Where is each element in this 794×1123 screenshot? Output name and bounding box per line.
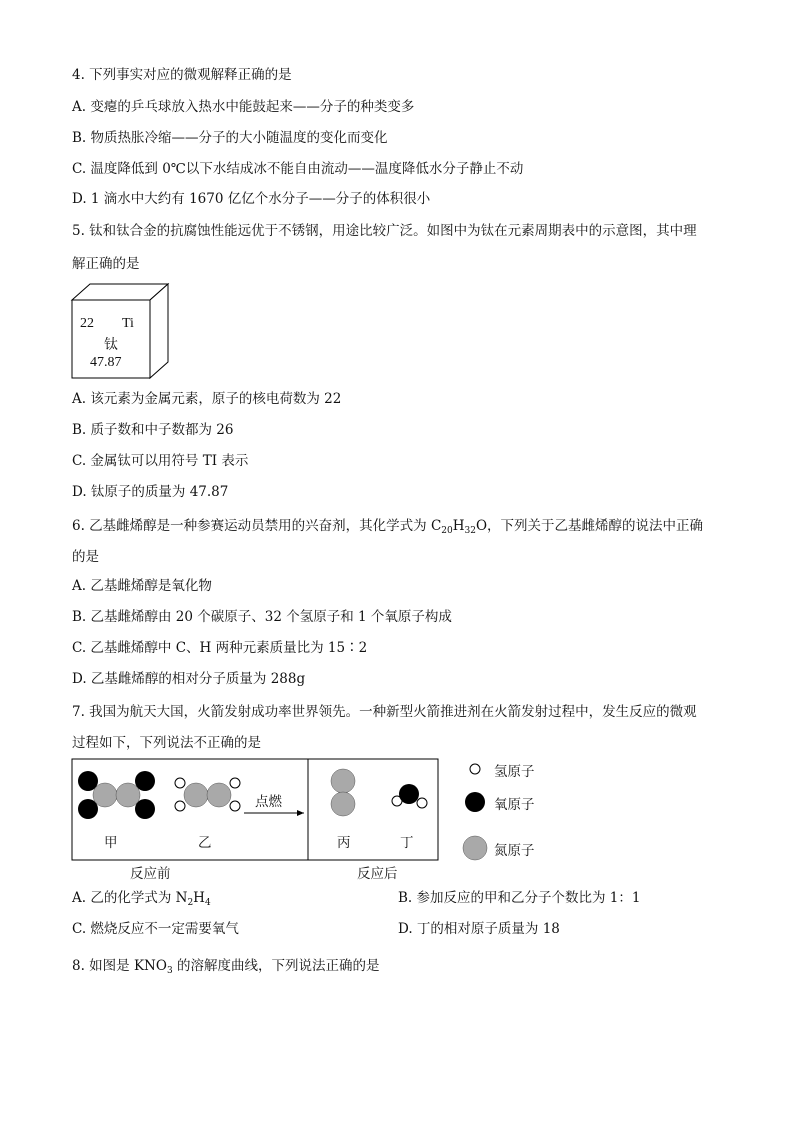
q6-option-d: D. 乙基雌烯醇的相对分子质量为 288g	[72, 671, 306, 687]
q4-option-d: D. 1 滴水中大约有 1670 亿亿个水分子——分子的体积很小	[72, 191, 431, 207]
q6-option-c: C. 乙基雌烯醇中 C、H 两种元素质量比为 15∶2	[72, 640, 368, 656]
jia-gray-atom	[93, 783, 117, 807]
q7-option-c: C. 燃烧反应不一定需要氧气	[72, 921, 239, 937]
q4-option-b: B. 物质热胀冷缩——分子的大小随温度的变化而变化	[72, 130, 388, 146]
ding-black-atom	[399, 784, 419, 804]
q4-option-c: C. 温度降低到 0℃以下水结成冰不能自由流动——温度降低水分子静止不动	[72, 161, 524, 177]
q7-option-a-pre: A. 乙的化学式为 N	[72, 890, 188, 906]
q7-option-a	[72, 889, 211, 907]
q7-option-a-sub-n: 2	[187, 898, 194, 908]
q5-option-c: C. 金属钛可以用符号 TI 表示	[72, 453, 249, 469]
q6-option-b: B. 乙基雌烯醇由 20 个碳原子、32 个氢原子和 1 个氧原子构成	[72, 609, 452, 625]
q8-stem-post: 的溶解度曲线，下列说法正确的是	[172, 958, 380, 974]
q7-option-b: B. 参加反应的甲和乙分子个数比为 1：1	[398, 890, 641, 906]
element-symbol: Ti	[122, 316, 134, 331]
q8-sub: 3	[166, 966, 173, 976]
yi-white-atom	[230, 801, 240, 811]
q5-stem-line2: 解正确的是	[72, 256, 140, 272]
q8-stem	[72, 957, 379, 975]
box-after	[308, 759, 438, 860]
q7-stem-line2: 过程如下，下列说法不正确的是	[72, 735, 261, 751]
q8-stem-pre: 8. 如图是 KNO	[72, 958, 167, 974]
q6-stem-line2: 的是	[72, 549, 99, 565]
arrow-label: 点燃	[255, 794, 282, 810]
q7-option-a-sub-h: 4	[204, 898, 211, 908]
jia-gray-atom	[116, 783, 140, 807]
yi-gray-atom	[207, 783, 231, 807]
legend-hydrogen-atom	[470, 764, 480, 774]
caption-before: 反应前	[130, 866, 171, 882]
q6-sub-c: 20	[441, 526, 453, 536]
label-ding: 丁	[400, 835, 414, 851]
reaction-diagram	[70, 756, 550, 862]
element-mass: 47.87	[90, 355, 122, 370]
label-yi: 乙	[198, 835, 212, 851]
yi-white-atom	[175, 778, 185, 788]
legend-oxygen-atom	[465, 792, 485, 812]
q7-stem-line1: 7. 我国为航天大国，火箭发射成功率世界领先。一种新型火箭推进剂在火箭发射过程中，发生反应的微观	[72, 704, 697, 720]
q5-option-a: A. 该元素为金属元素，原子的核电荷数为 22	[72, 391, 342, 407]
q7-option-d: D. 丁的相对原子质量为 18	[398, 921, 560, 937]
yi-white-atom	[175, 801, 185, 811]
q4-option-a: A. 变瘪的乒乓球放入热水中能鼓起来——分子的种类变多	[72, 99, 415, 115]
ding-white-atom	[417, 798, 427, 808]
q6-stem-pre: 6. 乙基雌烯醇是一种参赛运动员禁用的兴奋剂，其化学式为 C	[72, 518, 442, 534]
bing-gray-atom	[331, 792, 355, 816]
bing-gray-atom	[331, 769, 355, 793]
q5-option-d: D. 钛原子的质量为 47.87	[72, 484, 229, 500]
label-bing: 丙	[337, 835, 351, 851]
q6-stem-h: H	[452, 518, 465, 534]
q6-stem-post: O，下列关于乙基雌烯醇的说法中正确	[475, 518, 704, 534]
element-atomic-number: 22	[80, 316, 94, 331]
legend-hydrogen-label: 氢原子	[494, 764, 535, 780]
q4-stem: 4. 下列事实对应的微观解释正确的是	[72, 67, 292, 83]
element-name: 钛	[104, 338, 118, 353]
q6-option-a: A. 乙基雌烯醇是氧化物	[72, 578, 212, 594]
q5-option-b: B. 质子数和中子数都为 26	[72, 422, 234, 438]
caption-after: 反应后	[357, 866, 398, 882]
q6-stem-line1	[72, 517, 703, 535]
yi-white-atom	[230, 778, 240, 788]
q7-option-a-h: H	[193, 890, 205, 906]
q6-sub-h: 32	[464, 526, 476, 536]
q5-stem-line1: 5. 钛和钛合金的抗腐蚀性能远优于不锈钢，用途比较广泛。如图中为钛在元素周期表中的示意图，其中理	[72, 223, 697, 239]
yi-gray-atom	[184, 783, 208, 807]
legend-nitrogen-atom	[463, 836, 487, 860]
label-jia: 甲	[104, 835, 118, 851]
legend-nitrogen-label: 氮原子	[494, 843, 535, 859]
legend-oxygen-label: 氧原子	[494, 797, 535, 813]
